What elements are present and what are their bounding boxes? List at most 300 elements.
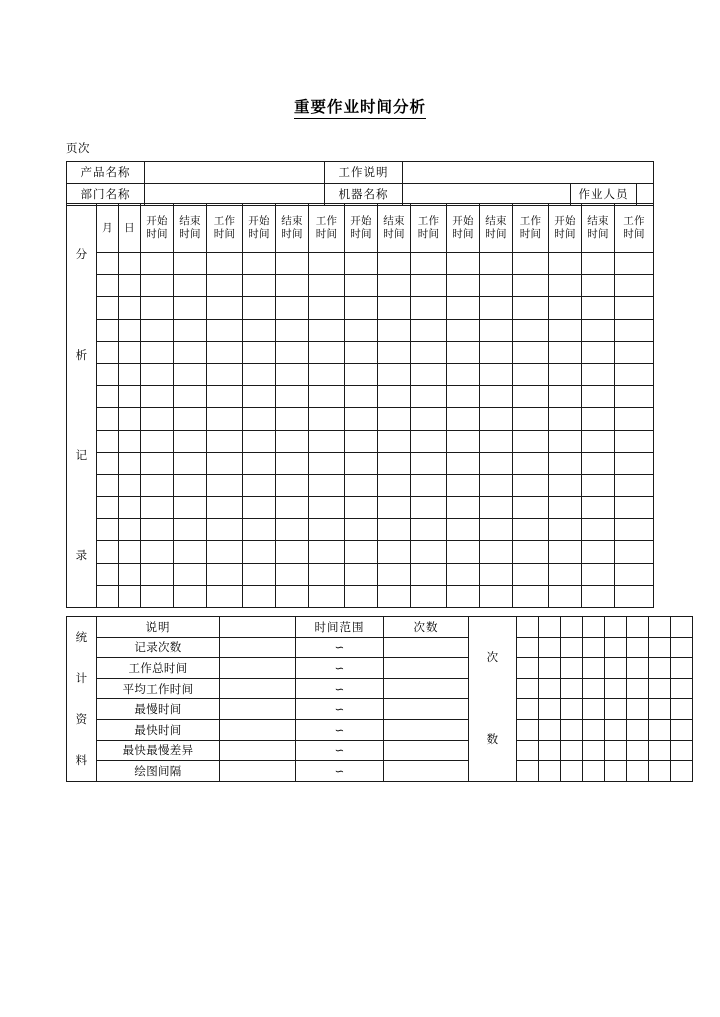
data-cell[interactable] [141,541,174,563]
chart-grid-cell[interactable] [627,740,649,761]
stats-row-range[interactable]: ∽ [296,719,384,740]
data-cell[interactable] [378,563,411,585]
data-cell[interactable] [447,319,480,341]
chart-grid-cell[interactable] [671,637,693,658]
data-cell[interactable] [480,408,513,430]
data-cell[interactable] [615,563,654,585]
data-cell[interactable] [345,585,378,607]
data-cell[interactable] [309,452,345,474]
data-cell[interactable] [615,386,654,408]
data-cell[interactable] [411,563,447,585]
data-cell[interactable] [207,275,243,297]
data-cell[interactable] [582,474,615,496]
stats-row-range[interactable]: ∽ [296,658,384,679]
stats-row-value[interactable] [220,719,296,740]
data-cell[interactable] [345,452,378,474]
stats-row-value[interactable] [220,658,296,679]
data-cell[interactable] [411,519,447,541]
chart-grid-cell[interactable] [627,678,649,699]
chart-grid-cell[interactable] [539,658,561,679]
data-cell[interactable] [378,408,411,430]
data-cell[interactable] [615,585,654,607]
data-cell[interactable] [119,253,141,275]
chart-grid-cell[interactable] [627,719,649,740]
data-cell[interactable] [480,341,513,363]
chart-grid-cell[interactable] [605,740,627,761]
chart-grid-cell[interactable] [517,699,539,720]
data-cell[interactable] [378,519,411,541]
data-cell[interactable] [447,275,480,297]
data-cell[interactable] [447,408,480,430]
data-cell[interactable] [447,297,480,319]
data-cell[interactable] [97,563,119,585]
data-cell[interactable] [309,585,345,607]
data-cell[interactable] [243,275,276,297]
chart-grid-cell[interactable] [517,740,539,761]
chart-grid-cell[interactable] [671,699,693,720]
data-cell[interactable] [378,297,411,319]
chart-grid-cell[interactable] [583,658,605,679]
data-cell[interactable] [97,452,119,474]
chart-grid-cell[interactable] [517,637,539,658]
chart-grid-cell[interactable] [583,678,605,699]
data-cell[interactable] [345,541,378,563]
data-cell[interactable] [243,585,276,607]
data-cell[interactable] [615,297,654,319]
data-cell[interactable] [119,341,141,363]
data-cell[interactable] [378,585,411,607]
chart-grid-cell[interactable] [671,678,693,699]
data-cell[interactable] [97,253,119,275]
stats-row-value[interactable] [220,740,296,761]
data-cell[interactable] [582,452,615,474]
data-cell[interactable] [119,386,141,408]
data-cell[interactable] [549,430,582,452]
data-cell[interactable] [207,497,243,519]
data-cell[interactable] [549,275,582,297]
data-cell[interactable] [276,275,309,297]
data-cell[interactable] [97,585,119,607]
data-cell[interactable] [411,386,447,408]
data-cell[interactable] [141,341,174,363]
chart-grid-cell[interactable] [627,699,649,720]
data-cell[interactable] [97,497,119,519]
data-cell[interactable] [97,519,119,541]
data-cell[interactable] [207,386,243,408]
chart-grid-cell[interactable] [583,699,605,720]
data-cell[interactable] [480,519,513,541]
data-cell[interactable] [309,319,345,341]
data-cell[interactable] [207,253,243,275]
chart-grid-cell[interactable] [539,617,561,638]
data-cell[interactable] [480,474,513,496]
data-cell[interactable] [480,363,513,385]
data-cell[interactable] [345,363,378,385]
data-cell[interactable] [411,541,447,563]
data-cell[interactable] [174,363,207,385]
data-cell[interactable] [582,541,615,563]
data-cell[interactable] [243,474,276,496]
chart-grid-cell[interactable] [517,761,539,782]
chart-grid-cell[interactable] [539,719,561,740]
data-cell[interactable] [345,275,378,297]
chart-grid-cell[interactable] [605,678,627,699]
data-cell[interactable] [276,519,309,541]
data-cell[interactable] [480,386,513,408]
chart-grid-cell[interactable] [539,761,561,782]
data-cell[interactable] [480,253,513,275]
data-cell[interactable] [119,408,141,430]
data-cell[interactable] [447,497,480,519]
data-cell[interactable] [549,297,582,319]
data-cell[interactable] [411,319,447,341]
chart-grid-cell[interactable] [649,617,671,638]
stats-row-value[interactable] [220,678,296,699]
data-cell[interactable] [174,519,207,541]
data-cell[interactable] [345,319,378,341]
data-cell[interactable] [513,275,549,297]
data-cell[interactable] [276,452,309,474]
data-cell[interactable] [513,563,549,585]
data-cell[interactable] [513,386,549,408]
data-cell[interactable] [276,386,309,408]
data-cell[interactable] [119,363,141,385]
chart-grid-cell[interactable] [649,740,671,761]
stats-row-count[interactable] [384,658,469,679]
chart-grid-cell[interactable] [517,678,539,699]
data-cell[interactable] [447,386,480,408]
data-cell[interactable] [411,452,447,474]
data-cell[interactable] [119,319,141,341]
data-cell[interactable] [582,275,615,297]
data-cell[interactable] [345,519,378,541]
data-cell[interactable] [480,297,513,319]
data-cell[interactable] [615,341,654,363]
data-cell[interactable] [513,497,549,519]
data-cell[interactable] [243,497,276,519]
chart-grid-cell[interactable] [539,740,561,761]
chart-grid-cell[interactable] [561,699,583,720]
chart-grid-cell[interactable] [649,658,671,679]
data-cell[interactable] [378,341,411,363]
data-cell[interactable] [582,585,615,607]
data-cell[interactable] [549,319,582,341]
data-cell[interactable] [582,253,615,275]
data-cell[interactable] [480,497,513,519]
data-cell[interactable] [345,341,378,363]
data-cell[interactable] [141,585,174,607]
data-cell[interactable] [549,497,582,519]
data-cell[interactable] [243,341,276,363]
work-description-field[interactable] [403,162,654,184]
data-cell[interactable] [615,519,654,541]
data-cell[interactable] [174,408,207,430]
chart-grid-cell[interactable] [561,678,583,699]
data-cell[interactable] [207,474,243,496]
data-cell[interactable] [378,319,411,341]
data-cell[interactable] [513,363,549,385]
data-cell[interactable] [207,430,243,452]
data-cell[interactable] [513,519,549,541]
chart-grid-cell[interactable] [605,761,627,782]
chart-grid-cell[interactable] [561,740,583,761]
chart-grid-cell[interactable] [627,658,649,679]
chart-grid-cell[interactable] [605,617,627,638]
data-cell[interactable] [243,563,276,585]
data-cell[interactable] [119,563,141,585]
data-cell[interactable] [513,452,549,474]
stats-row-value[interactable] [220,761,296,782]
data-cell[interactable] [582,386,615,408]
data-cell[interactable] [309,497,345,519]
data-cell[interactable] [411,474,447,496]
data-cell[interactable] [309,275,345,297]
data-cell[interactable] [243,541,276,563]
data-cell[interactable] [615,363,654,385]
data-cell[interactable] [119,541,141,563]
chart-grid-cell[interactable] [561,719,583,740]
data-cell[interactable] [174,253,207,275]
data-cell[interactable] [207,319,243,341]
data-cell[interactable] [447,541,480,563]
data-cell[interactable] [276,408,309,430]
data-cell[interactable] [174,341,207,363]
data-cell[interactable] [97,275,119,297]
data-cell[interactable] [447,474,480,496]
chart-grid-cell[interactable] [671,658,693,679]
data-cell[interactable] [309,541,345,563]
chart-grid-cell[interactable] [649,637,671,658]
data-cell[interactable] [97,341,119,363]
data-cell[interactable] [243,319,276,341]
data-cell[interactable] [378,474,411,496]
data-cell[interactable] [615,275,654,297]
data-cell[interactable] [243,452,276,474]
stats-row-count[interactable] [384,719,469,740]
data-cell[interactable] [309,474,345,496]
data-cell[interactable] [141,275,174,297]
data-cell[interactable] [447,452,480,474]
data-cell[interactable] [549,253,582,275]
data-cell[interactable] [345,253,378,275]
data-cell[interactable] [582,519,615,541]
data-cell[interactable] [480,430,513,452]
data-cell[interactable] [97,408,119,430]
data-cell[interactable] [119,297,141,319]
data-cell[interactable] [141,474,174,496]
data-cell[interactable] [345,474,378,496]
data-cell[interactable] [513,341,549,363]
data-cell[interactable] [97,297,119,319]
data-cell[interactable] [549,341,582,363]
data-cell[interactable] [582,363,615,385]
data-cell[interactable] [345,408,378,430]
stats-row-count[interactable] [384,740,469,761]
chart-grid-cell[interactable] [649,719,671,740]
data-cell[interactable] [97,474,119,496]
data-cell[interactable] [549,408,582,430]
data-cell[interactable] [447,341,480,363]
data-cell[interactable] [174,541,207,563]
data-cell[interactable] [615,408,654,430]
product-name-field[interactable] [145,162,325,184]
stats-row-range[interactable]: ∽ [296,699,384,720]
data-cell[interactable] [411,430,447,452]
data-cell[interactable] [309,408,345,430]
data-cell[interactable] [119,430,141,452]
data-cell[interactable] [447,253,480,275]
data-cell[interactable] [119,474,141,496]
chart-grid-cell[interactable] [583,617,605,638]
data-cell[interactable] [276,319,309,341]
chart-grid-cell[interactable] [649,761,671,782]
chart-grid-cell[interactable] [561,617,583,638]
data-cell[interactable] [174,386,207,408]
data-cell[interactable] [309,253,345,275]
data-cell[interactable] [207,408,243,430]
data-cell[interactable] [480,452,513,474]
data-cell[interactable] [207,541,243,563]
stats-row-count[interactable] [384,761,469,782]
data-cell[interactable] [549,363,582,385]
data-cell[interactable] [345,563,378,585]
data-cell[interactable] [378,363,411,385]
data-cell[interactable] [549,519,582,541]
chart-grid-cell[interactable] [561,761,583,782]
chart-grid-cell[interactable] [605,699,627,720]
data-cell[interactable] [411,275,447,297]
stats-row-range[interactable]: ∽ [296,637,384,658]
data-cell[interactable] [345,386,378,408]
stats-row-value[interactable] [220,637,296,658]
data-cell[interactable] [309,563,345,585]
chart-grid-cell[interactable] [539,699,561,720]
data-cell[interactable] [480,275,513,297]
data-cell[interactable] [513,297,549,319]
chart-grid-cell[interactable] [649,678,671,699]
data-cell[interactable] [141,563,174,585]
data-cell[interactable] [141,253,174,275]
chart-grid-cell[interactable] [539,637,561,658]
data-cell[interactable] [243,253,276,275]
stats-row-count[interactable] [384,699,469,720]
data-cell[interactable] [513,319,549,341]
chart-grid-cell[interactable] [583,761,605,782]
data-cell[interactable] [97,386,119,408]
data-cell[interactable] [276,541,309,563]
data-cell[interactable] [309,386,345,408]
data-cell[interactable] [480,585,513,607]
chart-grid-cell[interactable] [561,658,583,679]
data-cell[interactable] [309,341,345,363]
chart-grid-cell[interactable] [605,658,627,679]
stats-row-value[interactable] [220,699,296,720]
data-cell[interactable] [119,519,141,541]
data-cell[interactable] [207,585,243,607]
data-cell[interactable] [615,541,654,563]
data-cell[interactable] [119,275,141,297]
data-cell[interactable] [174,297,207,319]
chart-grid-cell[interactable] [627,761,649,782]
chart-grid-cell[interactable] [517,658,539,679]
data-cell[interactable] [582,430,615,452]
data-cell[interactable] [447,585,480,607]
data-cell[interactable] [141,452,174,474]
data-cell[interactable] [243,363,276,385]
data-cell[interactable] [174,452,207,474]
data-cell[interactable] [276,297,309,319]
data-cell[interactable] [97,319,119,341]
chart-grid-cell[interactable] [671,740,693,761]
data-cell[interactable] [615,430,654,452]
data-cell[interactable] [378,430,411,452]
stats-row-count[interactable] [384,637,469,658]
data-cell[interactable] [582,563,615,585]
data-cell[interactable] [207,363,243,385]
data-cell[interactable] [276,341,309,363]
data-cell[interactable] [582,341,615,363]
data-cell[interactable] [276,430,309,452]
data-cell[interactable] [141,408,174,430]
chart-grid-cell[interactable] [671,719,693,740]
chart-grid-cell[interactable] [605,719,627,740]
data-cell[interactable] [119,497,141,519]
chart-grid-cell[interactable] [671,617,693,638]
data-cell[interactable] [411,341,447,363]
chart-grid-cell[interactable] [671,761,693,782]
data-cell[interactable] [141,363,174,385]
data-cell[interactable] [615,253,654,275]
data-cell[interactable] [141,386,174,408]
data-cell[interactable] [207,341,243,363]
data-cell[interactable] [276,585,309,607]
data-cell[interactable] [174,497,207,519]
data-cell[interactable] [345,497,378,519]
stats-row-range[interactable]: ∽ [296,740,384,761]
data-cell[interactable] [513,585,549,607]
chart-grid-cell[interactable] [583,637,605,658]
data-cell[interactable] [582,408,615,430]
data-cell[interactable] [411,408,447,430]
data-cell[interactable] [411,497,447,519]
data-cell[interactable] [174,474,207,496]
data-cell[interactable] [378,386,411,408]
data-cell[interactable] [309,519,345,541]
data-cell[interactable] [480,563,513,585]
data-cell[interactable] [276,474,309,496]
chart-grid-cell[interactable] [583,740,605,761]
data-cell[interactable] [411,297,447,319]
data-cell[interactable] [119,452,141,474]
data-cell[interactable] [513,474,549,496]
data-cell[interactable] [243,430,276,452]
data-cell[interactable] [378,452,411,474]
data-cell[interactable] [615,452,654,474]
data-cell[interactable] [141,519,174,541]
chart-grid-cell[interactable] [517,617,539,638]
data-cell[interactable] [378,275,411,297]
data-cell[interactable] [411,363,447,385]
data-cell[interactable] [174,585,207,607]
data-cell[interactable] [141,319,174,341]
data-cell[interactable] [141,497,174,519]
data-cell[interactable] [480,541,513,563]
data-cell[interactable] [513,541,549,563]
data-cell[interactable] [243,386,276,408]
data-cell[interactable] [243,297,276,319]
data-cell[interactable] [447,430,480,452]
data-cell[interactable] [513,408,549,430]
